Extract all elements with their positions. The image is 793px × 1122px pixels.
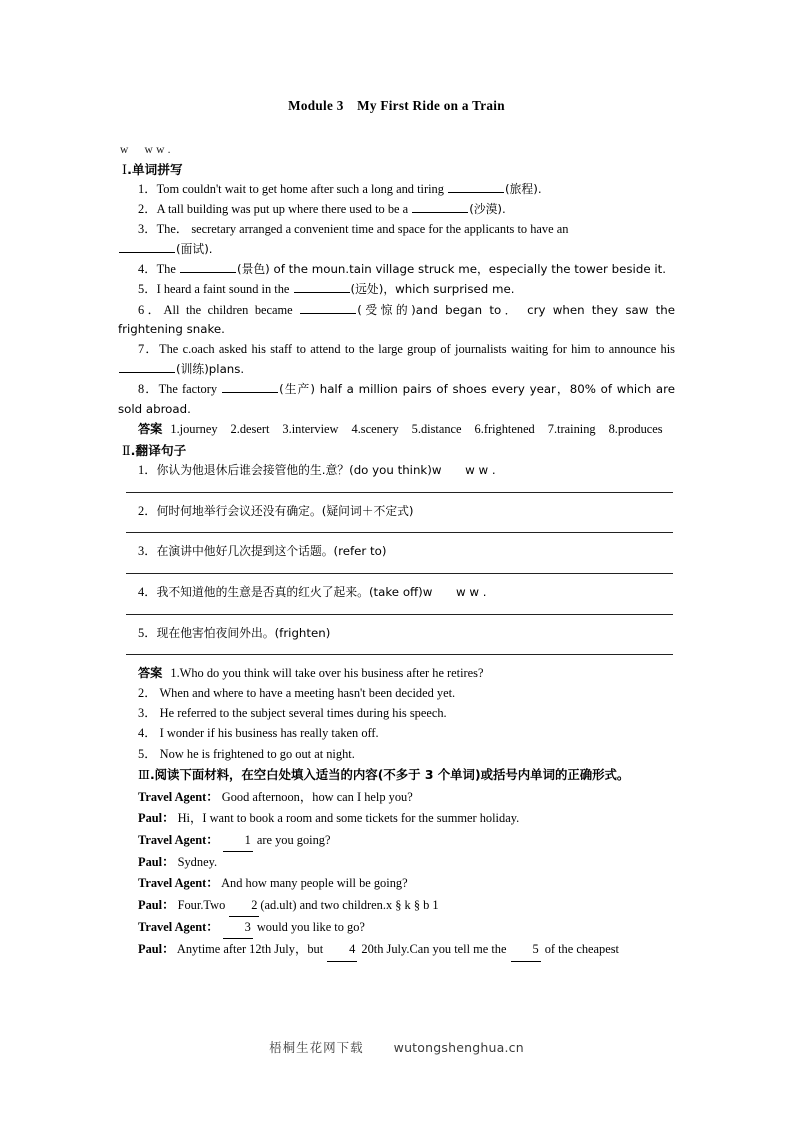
question-hint: (受惊的)and began to． cry when they saw the frightening snake. [118,302,675,337]
section-3-instruction-text: .阅读下面材料，在空白处填入适当的内容(不多于 3 个单词)或括号内单词的正确形式。 [149,767,630,783]
answer-item: 6.frightened [474,421,535,436]
question-text: 我不知道他的生意是否真的红火了起来。(take off)w w w . [156,585,487,599]
answer-write-line[interactable] [126,614,673,615]
question-item [118,220,675,240]
dialogue-text-post: 20th July.Can you tell me the [358,942,510,957]
fill-blank-numbered[interactable]: 3 [223,917,253,939]
answer-write-line[interactable] [126,573,673,574]
dialogue-text-post: would you like to go? [253,919,365,934]
translate-item [118,461,675,481]
question-text: The [156,262,179,277]
answer-item: 1.Who do you think will take over his business after he retires? [170,666,484,681]
answer-key-line [118,704,675,724]
fill-blank[interactable] [412,202,468,213]
dialogue-text-pre [219,920,222,934]
dialogue-speaker: Paul： [138,897,175,912]
dialogue-text-pre: Anytime after 12th July，but [174,942,327,957]
question-item [118,301,675,340]
answer-key-section-2 [118,664,675,684]
question-text: Tom couldn't wait to get home after such a long and tiring [156,182,448,196]
question-item [118,380,675,419]
fill-blank[interactable] [180,262,236,273]
question-text: 你认为他退休后谁会接管他的生.意？(do you think)w w w . [156,463,496,478]
document-content [118,95,675,962]
answer-key-line [118,684,675,704]
question-text: The c.oach asked his staff to attend to the large group of journalists waiting for him to announce his [159,342,675,357]
dialogue-line [118,895,675,917]
dialogue-text: And how many people will be going? [218,876,408,891]
question-number: 3． [138,222,157,237]
section-2-roman: Ⅱ [122,444,131,459]
question-number: 3． [138,544,157,559]
section-3-roman: Ⅲ [138,768,150,783]
translate-item [118,542,675,562]
answer-item: 1.journey [170,421,218,436]
fill-blank[interactable] [448,182,504,193]
question-number: 2． [138,202,157,217]
section-1-heading [118,159,675,178]
dialogue-text-pre: Four.Two [174,897,229,912]
dialogue-line [118,787,675,808]
fill-blank[interactable] [300,302,356,313]
answer-write-line[interactable] [126,654,673,655]
question-number: 4． [138,262,157,277]
question-item [118,260,675,280]
question-hint: (沙漠). [469,202,506,217]
dialogue-speaker: Travel Agent： [138,919,219,934]
fill-blank[interactable] [294,282,350,293]
section-1-roman: Ⅰ [122,163,128,177]
question-number: 5． [138,625,157,640]
dialogue-line [118,852,675,873]
footer-site-name: 梧桐生花网下载 [269,1040,364,1055]
question-text: 在演讲中他好几次提到这个话题。(refer to) [156,544,387,559]
answer-key-line [118,724,675,744]
translate-item [118,583,675,603]
question-item-continued [118,240,675,260]
question-item [118,180,675,200]
dialogue-speaker: Paul： [138,854,175,869]
page-footer [0,1038,793,1056]
question-hint: (旅程). [505,182,542,196]
dialogue-line [118,808,675,829]
question-item [118,200,675,220]
answer-item: 5． Now he is frightened to go out at night. [138,746,355,761]
question-number: 7． [138,342,160,357]
inline-watermark-top: w w w . [120,144,171,156]
question-text: I heard a faint sound in the [156,282,293,297]
section-3-instruction [118,765,675,786]
question-number: 1． [138,182,157,196]
question-number: 5． [138,282,157,297]
question-hint: (面试). [176,242,213,257]
question-text: 何时何地举行会议还没有确定。(疑问词＋不定式) [156,503,414,518]
answer-item: 3.interview [282,421,339,436]
dialogue-text: Good afternoon，how can I help you? [218,790,413,804]
section-2-label: .翻译句子 [130,443,187,459]
answer-item: 5.distance [411,421,462,436]
question-number: 4． [138,585,157,599]
answer-item: 4.scenery [351,421,399,436]
fill-blank[interactable] [222,382,278,393]
dialogue-text: Sydney. [174,854,218,869]
question-hint: (训练)plans. [176,361,245,376]
answer-write-line[interactable] [126,532,673,533]
fill-blank-numbered[interactable]: 1 [223,830,253,852]
question-item [118,340,675,379]
fill-blank-numbered[interactable]: 4 [327,939,357,961]
dialogue-text: Hi，I want to book a room and some tickets for the summer holiday. [174,811,520,826]
answer-item: 2． When and where to have a meeting hasn't been decided yet. [138,686,456,701]
question-text: The． secretary arranged a convenient time and space for the applicants to have an [156,222,569,237]
dialogue-speaker: Paul： [138,811,175,826]
question-text: 现在他害怕夜间外出。(frighten) [156,625,331,640]
answer-key-label: 答案 [138,666,163,681]
answer-item: 8.produces [608,421,663,436]
question-number: 8． [138,381,159,396]
question-number: 6． [138,302,164,317]
fill-blank-numbered[interactable]: 2 [229,895,259,917]
dialogue-text-post: (ad.ult) and two children.x § k § b 1 [260,897,439,912]
answer-write-line[interactable] [126,492,673,493]
question-item [118,280,675,300]
dialogue-line [118,830,675,852]
dialogue-text-post: are you going? [253,832,331,847]
footer-site-url: wutongshenghua.cn [393,1040,524,1055]
fill-blank-numbered[interactable]: 5 [511,939,541,961]
answer-item: 2.desert [230,421,270,436]
dialogue-speaker: Paul： [138,942,175,957]
dialogue-line [118,939,675,961]
dialogue-line [118,873,675,894]
dialogue-speaker: Travel Agent： [138,832,219,847]
question-text: A tall building was put up where there used to be a [156,202,412,217]
section-1-label: .单词拼写 [127,162,183,177]
answer-key-label: 答案 [138,421,163,436]
dialogue-text-post2: of the cheapest [541,942,619,957]
question-hint: (景色) of the moun.tain village struck me，especially the tower beside it. [236,262,666,277]
answer-item: 3． He referred to the subject several times during his speech. [138,706,447,721]
answer-item: 4． I wonder if his business has really taken off. [138,726,379,741]
question-hint: (生产) half a million pairs of shoes every year，80% of which are sold abroad. [118,381,675,416]
answer-key-section-1 [118,420,675,440]
question-text: All the children became [163,302,300,317]
fill-blank[interactable] [119,362,175,373]
translate-item [118,624,675,644]
dialogue-speaker: Travel Agent： [138,790,219,804]
translate-item [118,502,675,522]
question-hint: (远处)，which surprised me. [350,282,515,297]
question-number: 1． [138,463,157,478]
answer-key-line [118,745,675,765]
dialogue-line [118,917,675,939]
dialogue-text-pre [219,833,222,847]
question-number: 2． [138,503,157,518]
page-title: Module 3 My First Ride on a Train [288,98,505,113]
question-text: The factory [158,381,222,396]
answer-item: 7.training [547,421,596,436]
dialogue-speaker: Travel Agent： [138,876,219,891]
fill-blank[interactable] [119,242,175,253]
section-2-heading [118,440,675,459]
